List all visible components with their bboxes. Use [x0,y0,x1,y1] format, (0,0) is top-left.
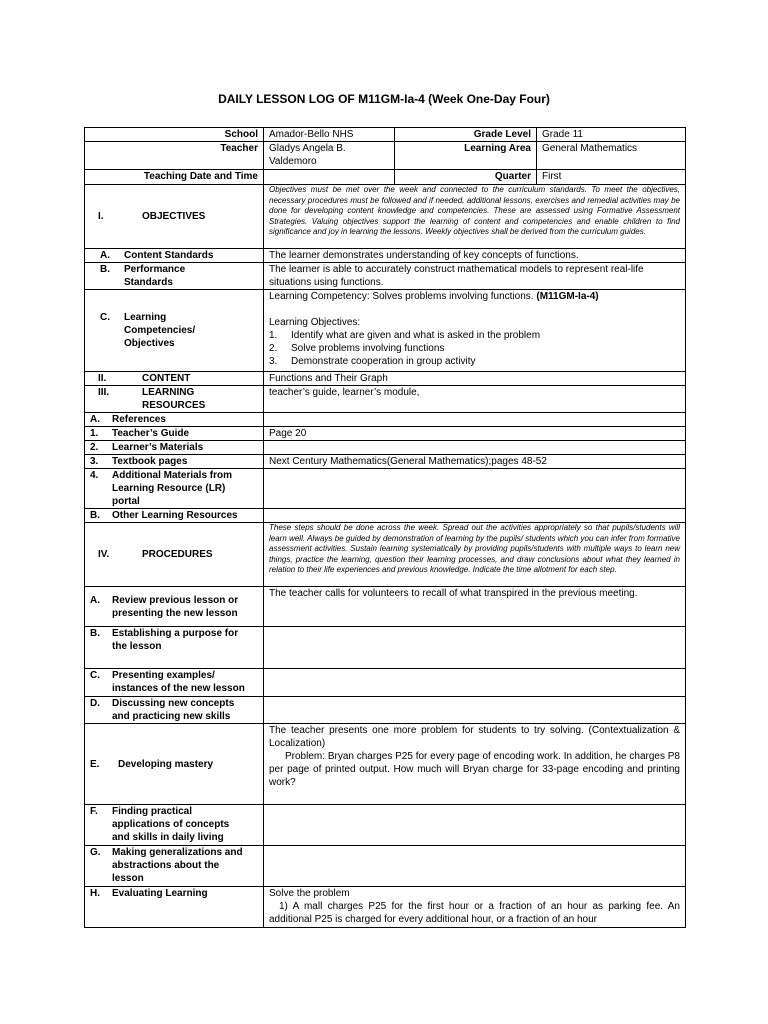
quarter-value: First [537,170,686,185]
performance-standards-heading [85,263,264,290]
performance-standards-label-1: Performance [124,264,186,275]
developing-mastery-label: Developing mastery [118,758,214,770]
school-label: School [85,128,264,142]
other-resources-label: Other Learning Resources [112,510,238,521]
teachers-guide-value: Page 20 [264,427,686,441]
procedures-note: These steps should be done across the week. Spread out the activities appropriately so that pupils/students will learn well. Always be guided by demonstration of learning by the pupils/ students which you can infer from formative assessment activities. Sustain learning systematically by providing pupils/students with multiple ways to learn new things, practice the learning, question their learning processes, and draw conclusions about what they learned in relation to their life experiences and previous knowledge. Indicate the time allotment for each step. [264,523,686,587]
evaluating-heading [85,887,264,928]
list-item [269,355,680,368]
resources-label-1: LEARNING [142,387,195,398]
school-value: Amador-Bello NHS [264,128,395,142]
examples-label-2: instances of the new lesson [112,683,245,694]
learners-materials-row [85,441,686,455]
practical-applications-value [264,805,686,846]
teacher-value [264,142,395,170]
discussing-label-1: Discussing new concepts [112,698,235,709]
learning-objectives-heading: Learning Objectives: [269,317,361,328]
examples-value [264,669,686,697]
purpose-label-2: the lesson [112,641,162,652]
practical-applications-label-2: applications of concepts [112,819,230,830]
objectives-note: Objectives must be met over the week and connected to the curriculum standards. To meet the objectives, necessary procedures must be followed and if needed, additional lessons, exercises and remedial activities may be done for developing content knowledge and competencies. These are assessed using Formative Assessment Strategies. Valuing objectives support the learning of content and competencies and enable children to find significance and joy in learning the lessons. Weekly objectives shall be derived from the curriculum guides. [264,185,686,249]
procedures-row [85,523,686,587]
textbook-pages-num: 3. [90,456,99,467]
teachers-guide-row [85,427,686,441]
competencies-label-2: Competencies/ [124,325,196,336]
evaluating-problem: 1) A mall charges P25 for the first hour or a fraction of an hour as parking fee. An additional P25 is charged for every additional hour, or a fraction of an hour [269,901,680,925]
textbook-pages-heading [85,455,264,469]
generalizations-row [85,846,686,887]
generalizations-letter: G. [90,847,101,858]
additional-materials-label-1: Additional Materials from [112,470,233,481]
competencies-value [264,290,686,372]
grade-level-value: Grade 11 [537,128,686,142]
date-row [85,170,686,185]
textbook-pages-label: Textbook pages [112,456,188,467]
review-label-1: Review previous lesson or [112,594,239,606]
evaluating-label: Evaluating Learning [112,888,208,899]
content-standards-label: Content Standards [124,250,214,261]
references-value [264,413,686,427]
review-row [85,587,686,627]
other-resources-letter: B. [90,510,100,521]
performance-standards-row [85,263,686,290]
performance-standards-letter: B. [100,264,110,275]
examples-row [85,669,686,697]
teachers-guide-heading [85,427,264,441]
competencies-label-1: Learning [124,312,167,323]
list-item-number: 3. [269,356,278,367]
content-heading [85,372,264,386]
learners-materials-label: Learner’s Materials [112,442,204,453]
content-standards-heading [85,249,264,263]
purpose-letter: B. [90,628,100,639]
learners-materials-num: 2. [90,442,99,453]
teacher-label: Teacher [85,142,264,170]
resources-row [85,386,686,413]
resources-label-2: RESOURCES [142,400,206,411]
generalizations-heading [85,846,264,887]
evaluating-instruction: Solve the problem [269,888,350,899]
discussing-row [85,697,686,724]
additional-materials-label-3: portal [112,496,140,507]
additional-materials-value [264,469,686,509]
page-title: DAILY LESSON LOG OF M11GM-Ia-4 (Week One-Day Four) [218,92,550,106]
practical-applications-letter: F. [90,806,98,817]
competencies-letter: C. [100,312,110,323]
list-item [269,342,680,355]
learning-area-value: General Mathematics [537,142,686,170]
learners-materials-heading [85,441,264,455]
quarter-label: Quarter [395,170,537,185]
developing-mastery-row [85,724,686,805]
review-letter: A. [90,594,100,606]
practical-applications-label-1: Finding practical [112,806,193,817]
examples-letter: C. [90,670,100,681]
learners-materials-value [264,441,686,455]
discussing-value [264,697,686,724]
content-label: CONTENT [142,373,191,384]
teachers-guide-label: Teacher’s Guide [112,428,190,439]
textbook-pages-row [85,455,686,469]
teacher-row [85,142,686,170]
content-num: II. [98,373,107,384]
evaluating-value [264,887,686,928]
generalizations-value [264,846,686,887]
practical-applications-heading [85,805,264,846]
purpose-heading [85,627,264,669]
competencies-row [85,290,686,372]
content-row [85,372,686,386]
objectives-num: I. [98,211,104,222]
generalizations-label-2: abstractions about the [112,860,220,871]
resources-value: teacher’s guide, learner’s module, [264,386,686,413]
purpose-value [264,627,686,669]
list-item-text: Demonstrate cooperation in group activity [291,356,476,367]
teaching-date-value [264,170,395,185]
list-item-text: Solve problems involving functions [291,343,445,354]
performance-standards-value: The learner is able to accurately construct mathematical models to represent real-life situations using functions. [264,263,686,290]
learning-area-label: Learning Area [395,142,537,170]
learning-competency-code: (M11GM-Ia-4) [536,291,599,302]
list-item-number: 2. [269,343,278,354]
objectives-heading [85,185,264,249]
developing-mastery-heading [85,724,264,805]
practical-applications-label-3: and skills in daily living [112,832,224,843]
review-label-2: presenting the new lesson [112,607,238,619]
references-letter: A. [90,414,100,425]
discussing-label-2: and practicing new skills [112,711,231,722]
additional-materials-heading [85,469,264,509]
learning-objectives-list [269,329,680,368]
generalizations-label-3: lesson [112,873,144,884]
developing-mastery-intro: The teacher presents one more problem for students to try solving. (Contextualization & Localization) [269,725,680,749]
resources-heading [85,386,264,413]
teachers-guide-num: 1. [90,428,99,439]
teacher-name-line-1: Gladys Angela B. [269,143,346,154]
references-row [85,413,686,427]
lesson-log-table [84,127,686,928]
practical-applications-row [85,805,686,846]
learning-competency-line [269,290,680,303]
generalizations-label-1: Making generalizations and [112,847,243,858]
content-standards-letter: A. [100,250,110,261]
discussing-heading [85,697,264,724]
content-standards-value: The learner demonstrates understanding of key concepts of functions. [264,249,686,263]
evaluating-row [85,887,686,928]
list-item [269,329,680,342]
content-value: Functions and Their Graph [264,372,686,386]
other-resources-row [85,509,686,523]
teaching-date-label: Teaching Date and Time [85,170,264,185]
review-heading [85,587,264,627]
developing-mastery-value [264,724,686,805]
additional-materials-row [85,469,686,509]
performance-standards-label-2: Standards [124,277,173,288]
examples-heading [85,669,264,697]
procedures-num: IV. [98,549,110,560]
grade-level-label: Grade Level [395,128,537,142]
evaluating-letter: H. [90,888,100,899]
developing-mastery-problem: Problem: Bryan charges P25 for every page of encoding work. In addition, he charges P8 per page of printed output. How much will Bryan charge for 33-page encoding and printing work? [269,751,680,788]
list-item-text: Identify what are given and what is asked in the problem [291,330,541,341]
examples-label-1: Presenting examples/ [112,670,215,681]
procedures-heading [85,523,264,587]
other-resources-heading [85,509,264,523]
references-heading [85,413,264,427]
purpose-row [85,627,686,669]
discussing-letter: D. [90,698,100,709]
review-value: The teacher calls for volunteers to recall of what transpired in the previous meeting. [264,587,686,627]
teacher-name-line-2: Valdemoro [269,156,317,167]
references-label: References [112,414,166,425]
list-item-number: 1. [269,330,278,341]
content-standards-row [85,249,686,263]
objectives-label: OBJECTIVES [142,211,206,222]
learning-competency-text: Learning Competency: Solves problems involving functions. [269,291,534,302]
other-resources-value [264,509,686,523]
additional-materials-label-2: Learning Resource (LR) [112,483,226,494]
textbook-pages-value: Next Century Mathematics(General Mathematics);pages 48-52 [264,455,686,469]
purpose-label-1: Establishing a purpose for [112,628,239,639]
objectives-row [85,185,686,249]
competencies-heading [85,290,264,372]
school-row [85,128,686,142]
additional-materials-num: 4. [90,470,99,481]
competencies-label-3: Objectives [124,338,175,349]
developing-mastery-letter: E. [90,758,100,770]
procedures-label: PROCEDURES [142,549,213,560]
resources-num: III. [98,387,110,398]
